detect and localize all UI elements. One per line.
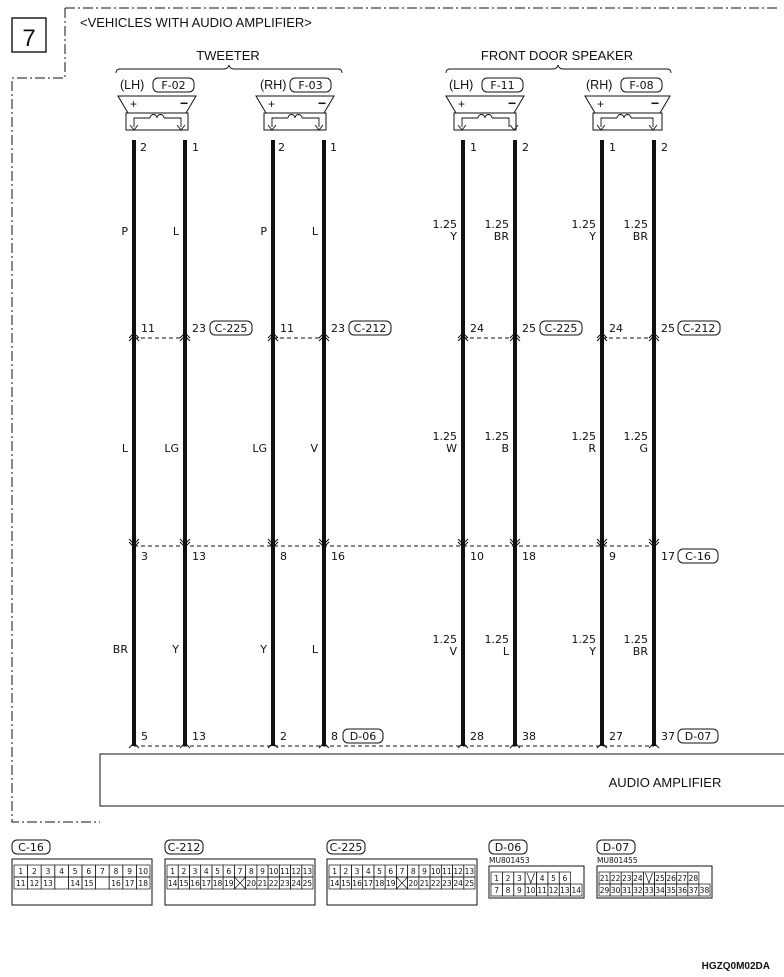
- pin-number: 13: [192, 730, 206, 743]
- plus-terminal-label: +: [597, 97, 605, 111]
- pin-cell: 2: [505, 874, 511, 883]
- pin-cell: 2: [343, 867, 349, 876]
- pin-number: 5: [141, 730, 148, 743]
- coil-icon: [617, 115, 631, 119]
- pin-cell: 16: [352, 879, 362, 888]
- pin-cell: 6: [226, 867, 232, 876]
- pin-cell: 14: [167, 879, 178, 888]
- wire-label: L: [502, 645, 509, 658]
- pin-number: 23: [331, 322, 345, 335]
- connector-id: D-06: [349, 730, 377, 743]
- pin-cell: 25: [302, 879, 313, 888]
- connector-id: D-06: [494, 841, 522, 854]
- pin-number: 9: [609, 550, 616, 563]
- junction-c16: [129, 539, 718, 563]
- pin-cell: 4: [203, 867, 209, 876]
- brace-tweeter: [116, 65, 342, 73]
- pin-cell: 38: [699, 886, 710, 895]
- pin-cell: 10: [138, 867, 148, 876]
- wire-color: LG: [252, 442, 267, 455]
- pin-number: 2: [140, 141, 147, 154]
- wire-label: R: [588, 442, 596, 455]
- pin-cell: 20: [408, 879, 419, 888]
- speaker-side: (RH): [586, 78, 613, 92]
- pin-cell: 10: [430, 867, 441, 876]
- pin-cell: 16: [190, 879, 200, 888]
- pin-cell: 31: [621, 886, 632, 895]
- pin-number: 25: [522, 322, 536, 335]
- pin-cell: 13: [43, 879, 53, 888]
- wire-label: 1.25: [571, 633, 596, 646]
- pin-cell: 14: [329, 879, 340, 888]
- pin-number: 1: [470, 141, 477, 154]
- wire-label: Y: [450, 230, 457, 243]
- wire-labels-seg2: [122, 442, 319, 455]
- connector-id: C-212: [682, 322, 716, 335]
- connector-view-d-07[interactable]: [597, 840, 712, 898]
- connector-views: [12, 840, 712, 905]
- pin-number: 38: [522, 730, 536, 743]
- pin-number: 18: [522, 550, 536, 563]
- pin-cell: 21: [257, 879, 268, 888]
- pin-cell: 37: [688, 886, 699, 895]
- plus-terminal-label: +: [268, 97, 276, 111]
- pin-cell: 3: [517, 874, 522, 883]
- pin-cell: 8: [410, 867, 416, 876]
- pin-cell: 3: [45, 867, 51, 876]
- minus-terminal-label: −: [180, 95, 189, 111]
- coil-icon: [288, 115, 302, 119]
- pin-cell: 30: [610, 886, 621, 895]
- junction-c225-c212: [129, 321, 720, 341]
- pin-cell: 22: [430, 879, 441, 888]
- speaker-side: (RH): [260, 78, 287, 92]
- pin-cell: 3: [192, 867, 198, 876]
- pin-number: 8: [280, 550, 287, 563]
- pin-cell: 6: [562, 874, 568, 883]
- pin-number: 1: [192, 141, 199, 154]
- pin-number: 37: [661, 730, 675, 743]
- pin-cell: 10: [268, 867, 279, 876]
- pin-cell: 20: [246, 879, 257, 888]
- part-number: MU801455: [597, 856, 638, 865]
- wire-color: L: [311, 643, 318, 656]
- pin-cell: 23: [621, 874, 632, 883]
- wire-label: 1.25: [623, 633, 648, 646]
- pin-cell: 26: [666, 874, 676, 883]
- minus-terminal-label: −: [318, 95, 327, 111]
- brace-front-door-speaker: [446, 65, 671, 73]
- pin-cell: 22: [610, 874, 621, 883]
- pin-cell: 13: [464, 867, 475, 876]
- pin-cell: 34: [655, 886, 665, 895]
- pin-cell: 18: [374, 879, 385, 888]
- pin-cell: 2: [32, 867, 37, 876]
- wire-label: 1.25: [432, 218, 457, 231]
- group-title-front-door-speaker: FRONT DOOR SPEAKER: [480, 48, 634, 63]
- pin-number: 27: [609, 730, 623, 743]
- pin-cell: 7: [237, 867, 243, 876]
- pin-cell: 15: [179, 879, 189, 888]
- wire-labels-seg1: [121, 225, 319, 238]
- pin-cell: 24: [453, 879, 463, 888]
- pin-cell: 14: [70, 879, 80, 888]
- connector-id: C-225: [214, 322, 248, 335]
- pin-cell: 17: [124, 879, 135, 888]
- wire-label: Y: [589, 230, 596, 243]
- pin-cell: 7: [100, 867, 105, 876]
- pin-cell: 19: [385, 879, 396, 888]
- pin-cell: 3: [354, 867, 360, 876]
- pin-cell: 11: [442, 867, 452, 876]
- pin-cell: 11: [280, 867, 290, 876]
- pin-cell: 14: [571, 886, 582, 895]
- speaker-front-door-rh: [585, 78, 670, 154]
- connector-id: F-03: [298, 79, 323, 92]
- connector-id: F-08: [629, 79, 654, 92]
- pin-cell: 7: [494, 886, 500, 895]
- pin-number: 17: [661, 550, 675, 563]
- pin-cell: 17: [363, 879, 374, 888]
- pin-cell: 5: [215, 867, 220, 876]
- wire-color: V: [310, 442, 318, 455]
- section-number: 7: [22, 25, 36, 52]
- pin-number: 3: [141, 550, 148, 563]
- pin-number: 10: [470, 550, 484, 563]
- wire-color: L: [311, 225, 318, 238]
- pin-cell: 15: [341, 879, 351, 888]
- wire-label: W: [446, 442, 457, 455]
- pin-number: 25: [661, 322, 675, 335]
- pin-cell: 27: [677, 874, 688, 883]
- wire-label: B: [501, 442, 509, 455]
- pin-number: 13: [192, 550, 206, 563]
- wire-label: 1.25: [484, 633, 509, 646]
- pin-cell: 16: [111, 879, 121, 888]
- pin-cell: 8: [113, 867, 119, 876]
- wire-color: L: [121, 442, 128, 455]
- pin-number: 11: [141, 322, 155, 335]
- connector-id: F-02: [161, 79, 186, 92]
- wire-label: 1.25: [571, 218, 596, 231]
- pin-cell: 18: [138, 879, 148, 888]
- minus-terminal-label: −: [508, 95, 517, 111]
- pin-cell: 7: [399, 867, 405, 876]
- wire-label: G: [639, 442, 648, 455]
- wire-label: 1.25: [484, 218, 509, 231]
- pin-cell: 1: [18, 867, 24, 876]
- connector-id: D-07: [602, 841, 630, 854]
- pin-cell: 15: [84, 879, 94, 888]
- pin-cell: 13: [560, 886, 570, 895]
- connector-view-c-225[interactable]: [327, 840, 477, 905]
- wire-color: Y: [172, 643, 179, 656]
- connector-id: C-225: [544, 322, 578, 335]
- pin-cell: 8: [505, 886, 511, 895]
- pin-number: 2: [522, 141, 529, 154]
- wire-color: P: [121, 225, 128, 238]
- connector-view-c-16[interactable]: [12, 840, 152, 905]
- figure-code: HGZQ0M02DA: [701, 961, 770, 972]
- pin-cell: 23: [280, 879, 290, 888]
- pin-number: 2: [278, 141, 285, 154]
- pin-cell: 4: [365, 867, 371, 876]
- wire-label: BR: [632, 230, 648, 243]
- pin-cell: 24: [291, 879, 301, 888]
- pin-cell: 12: [548, 886, 559, 895]
- pin-cell: 2: [181, 867, 187, 876]
- pin-number: 1: [609, 141, 616, 154]
- connector-id: C-225: [329, 841, 363, 854]
- pin-cell: 1: [494, 874, 500, 883]
- pin-number: 8: [331, 730, 338, 743]
- plus-terminal-label: +: [458, 97, 466, 111]
- pin-cell: 28: [688, 874, 699, 883]
- pin-cell: 32: [633, 886, 643, 895]
- connector-view-d-06[interactable]: [489, 840, 584, 898]
- wire-label: 1.25: [623, 218, 648, 231]
- pin-cell: 5: [551, 874, 556, 883]
- pin-cell: 12: [291, 867, 301, 876]
- pin-cell: 24: [633, 874, 643, 883]
- pin-cell: 8: [248, 867, 254, 876]
- pin-cell: 13: [302, 867, 313, 876]
- pin-cell: 1: [332, 867, 338, 876]
- wire-label: 1.25: [432, 633, 457, 646]
- wire-label: Y: [589, 645, 596, 658]
- pin-cell: 18: [212, 879, 223, 888]
- pin-number: 24: [470, 322, 484, 335]
- pin-cell: 19: [223, 879, 234, 888]
- pin-number: 11: [280, 322, 294, 335]
- speaker-side: (LH): [449, 78, 474, 92]
- pin-cell: 33: [644, 886, 654, 895]
- pin-cell: 29: [599, 886, 610, 895]
- pin-number: 16: [331, 550, 345, 563]
- wire-label: 1.25: [432, 430, 457, 443]
- pin-cell: 5: [377, 867, 382, 876]
- pin-number: 28: [470, 730, 484, 743]
- pin-cell: 6: [86, 867, 92, 876]
- group-title-tweeter: TWEETER: [196, 48, 260, 63]
- pin-cell: 11: [537, 886, 547, 895]
- pin-cell: 9: [127, 867, 132, 876]
- pin-cell: 10: [526, 886, 536, 895]
- pin-cell: 21: [419, 879, 430, 888]
- minus-terminal-label: −: [651, 95, 660, 111]
- wire-label: BR: [632, 645, 648, 658]
- pin-cell: 12: [29, 879, 40, 888]
- connector-id: C-16: [18, 841, 44, 854]
- pin-cell: 4: [539, 874, 545, 883]
- plus-terminal-label: +: [130, 97, 138, 111]
- connector-id: C-16: [685, 550, 711, 563]
- wire-color: P: [260, 225, 267, 238]
- pin-number: 2: [280, 730, 287, 743]
- connector-id: C-212: [167, 841, 201, 854]
- pin-cell: 1: [170, 867, 176, 876]
- pin-number: 2: [661, 141, 668, 154]
- pin-cell: 25: [655, 874, 665, 883]
- pin-cell: 21: [599, 874, 610, 883]
- pin-cell: 23: [442, 879, 452, 888]
- wire-labels-seg3: [113, 643, 319, 656]
- pin-cell: 4: [59, 867, 64, 876]
- section-number-box: [12, 18, 46, 52]
- pin-number: 23: [192, 322, 206, 335]
- wire-color: LG: [164, 442, 179, 455]
- wire-color: L: [172, 225, 179, 238]
- pin-cell: 5: [72, 867, 78, 876]
- pin-cell: 11: [16, 879, 26, 888]
- connector-id: F-11: [490, 79, 515, 92]
- wire-label: 1.25: [571, 430, 596, 443]
- pin-cell: 22: [268, 879, 279, 888]
- amplifier-label: AUDIO AMPLIFIER: [608, 775, 722, 790]
- condition-label: <VEHICLES WITH AUDIO AMPLIFIER>: [80, 15, 312, 30]
- wire-label: BR: [493, 230, 509, 243]
- pin-cell: 12: [453, 867, 463, 876]
- wire-label: V: [449, 645, 457, 658]
- wire-color: BR: [112, 643, 128, 656]
- wire-label: 1.25: [623, 430, 648, 443]
- pin-cell: 35: [666, 886, 676, 895]
- pin-cell: 9: [260, 867, 265, 876]
- connector-id: C-212: [353, 322, 387, 335]
- coil-icon: [150, 115, 164, 119]
- part-number: MU801453: [489, 856, 530, 865]
- pin-cell: 17: [201, 879, 212, 888]
- pin-cell: 36: [677, 886, 688, 895]
- speaker-side: (LH): [120, 78, 145, 92]
- pin-cell: 6: [388, 867, 394, 876]
- connector-view-c-212[interactable]: [165, 840, 315, 905]
- pin-number: 1: [330, 141, 337, 154]
- wire-label: 1.25: [484, 430, 509, 443]
- wire-color: Y: [260, 643, 267, 656]
- pin-cell: 25: [464, 879, 475, 888]
- pin-number: 24: [609, 322, 623, 335]
- audio-amplifier: [100, 729, 784, 806]
- pin-cell: 9: [422, 867, 427, 876]
- pin-cell: 9: [517, 886, 522, 895]
- connector-id: D-07: [684, 730, 712, 743]
- coil-icon: [478, 115, 492, 119]
